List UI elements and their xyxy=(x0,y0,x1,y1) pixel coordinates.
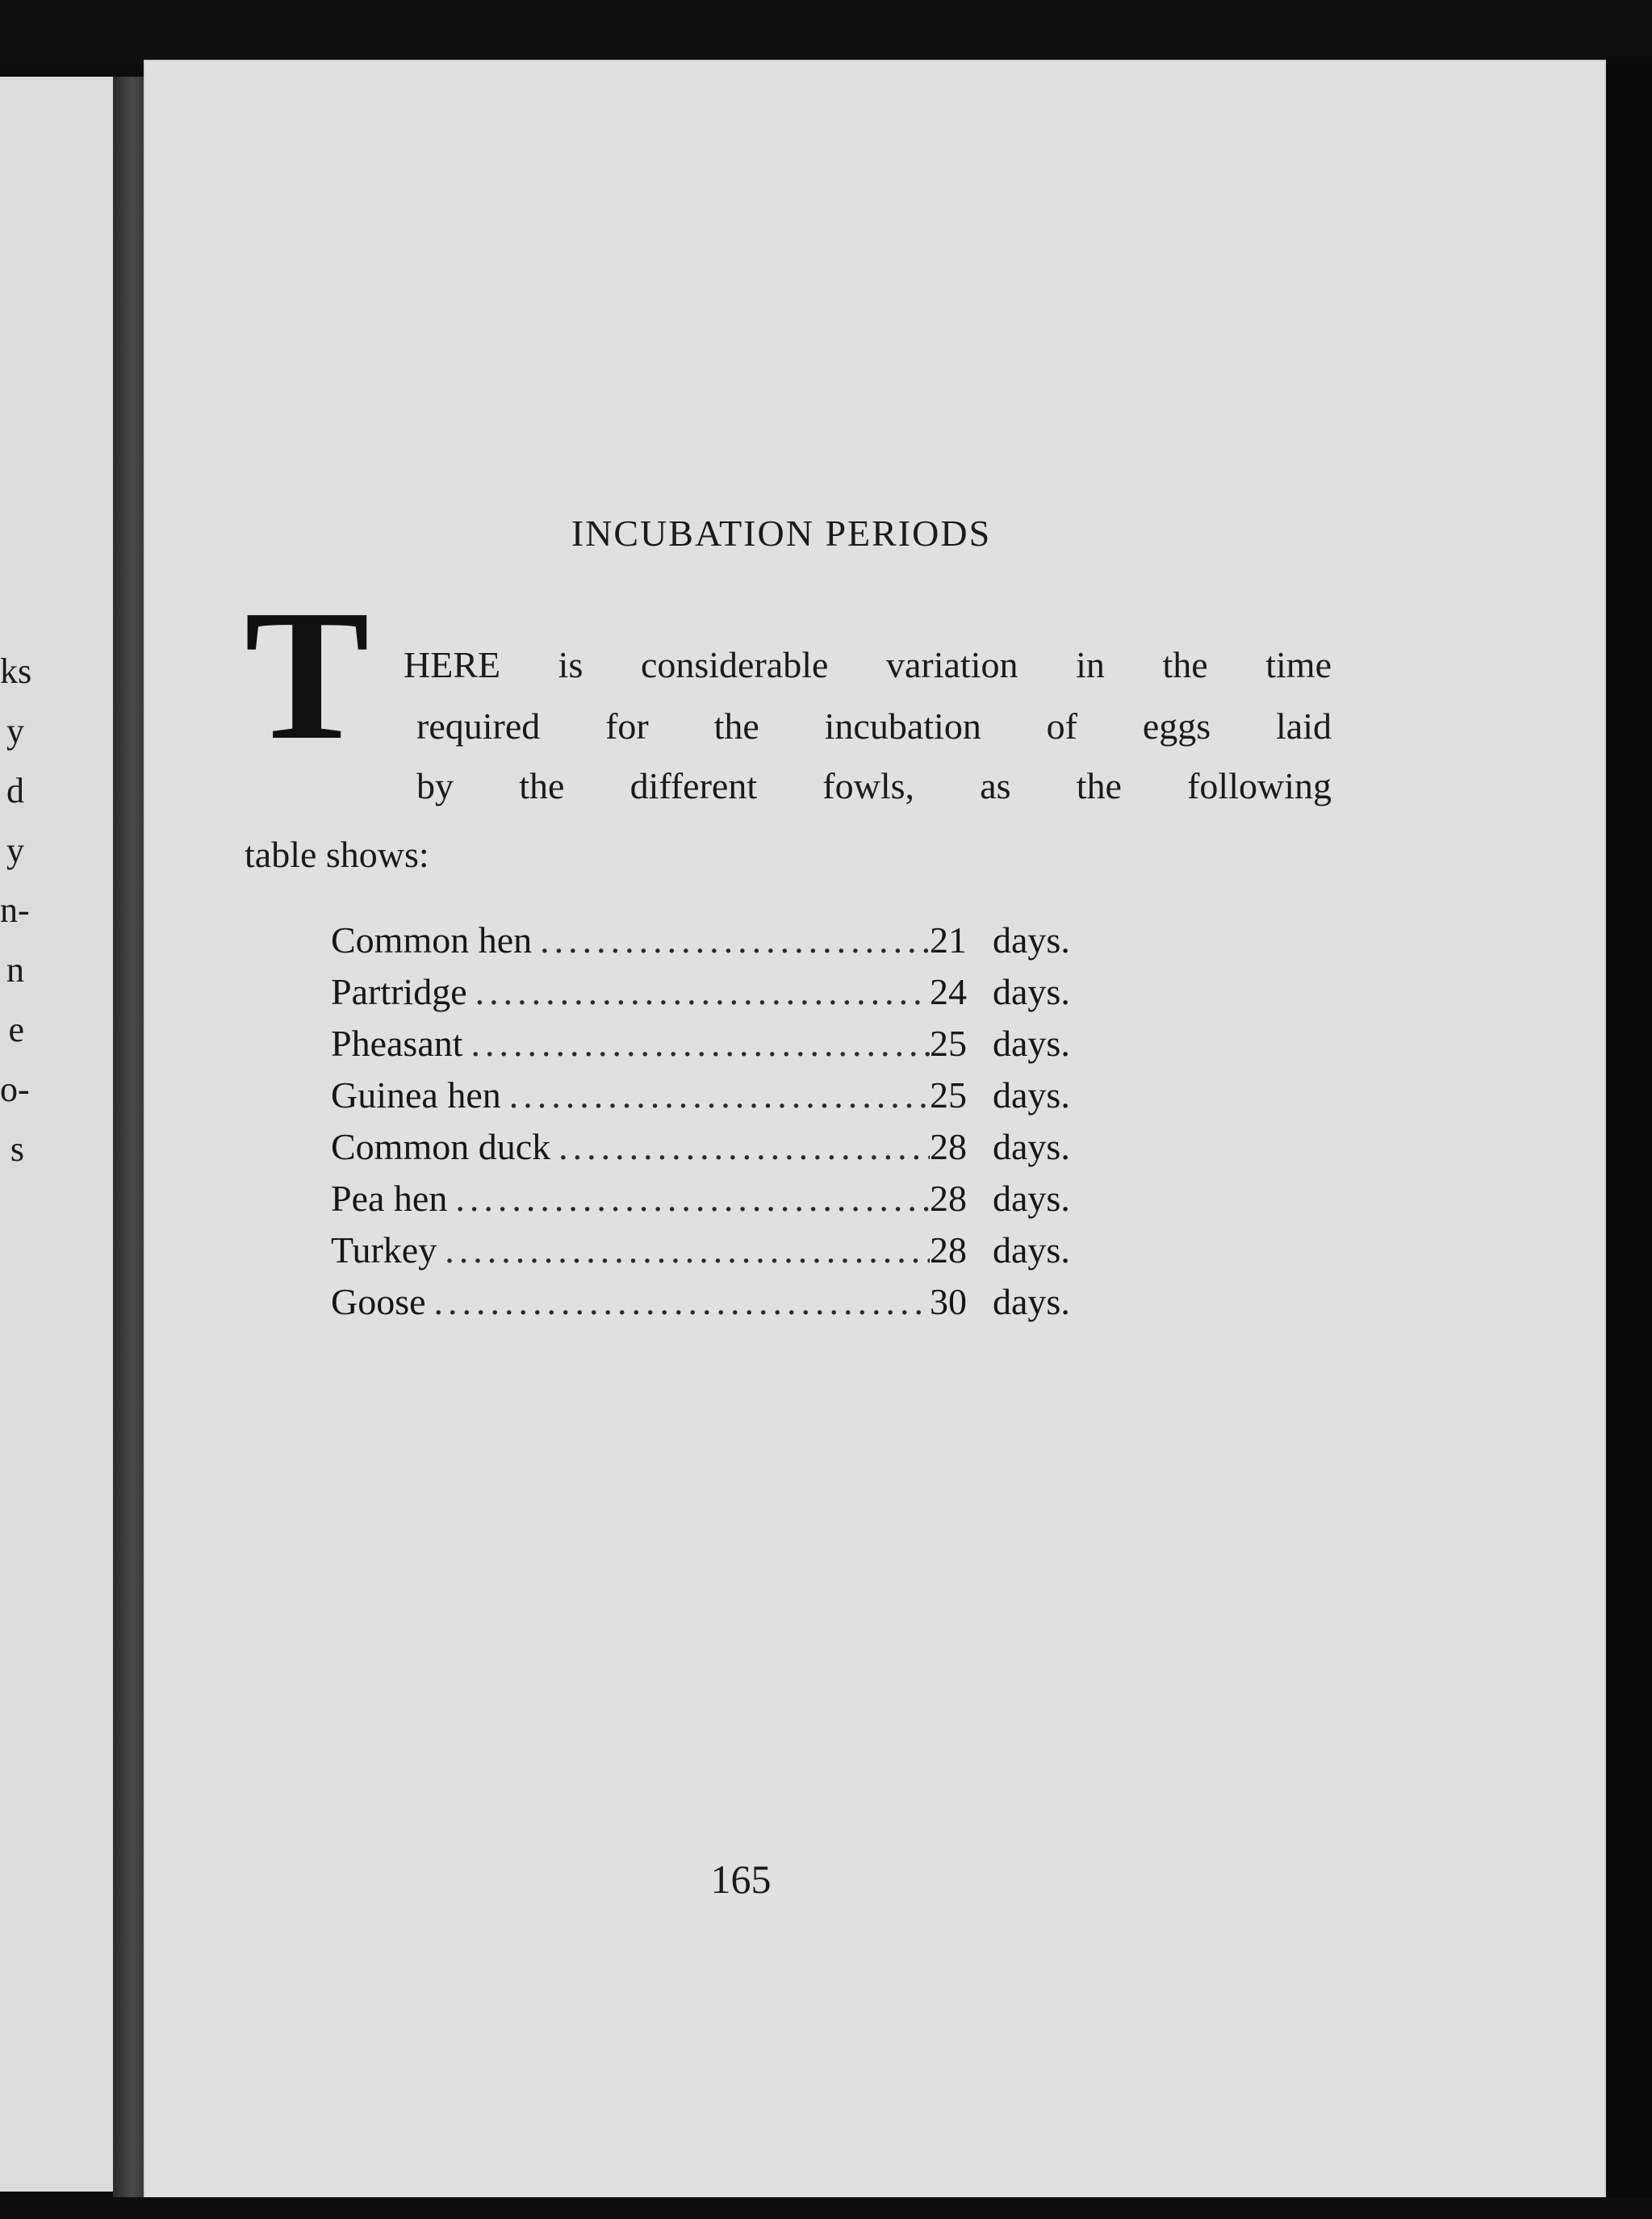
table-row xyxy=(331,1125,1106,1177)
fragment: ks xyxy=(0,651,32,691)
incubation-days: 21 xyxy=(930,919,967,961)
fragment: y xyxy=(6,711,24,751)
fowl-name: Common duck xyxy=(331,1126,551,1167)
table-row xyxy=(331,1177,1106,1229)
paragraph-line: by the different fowls, as the following xyxy=(416,765,1332,806)
leader-dots xyxy=(455,1177,930,1220)
unit-label: days. xyxy=(993,1281,1070,1322)
unit-label: days. xyxy=(993,1126,1070,1167)
unit-label: days. xyxy=(993,1229,1070,1271)
page-title: INCUBATION PERIODS xyxy=(571,513,992,554)
leader-dots xyxy=(434,1280,930,1323)
unit-label: days. xyxy=(993,1178,1070,1219)
incubation-days: 24 xyxy=(930,971,967,1012)
fragment: y xyxy=(6,831,24,870)
fragment: d xyxy=(6,771,24,810)
paragraph-line: table shows: xyxy=(245,834,429,875)
fowl-name: Guinea hen xyxy=(331,1074,501,1116)
incubation-days: 25 xyxy=(930,1023,967,1064)
fowl-name: Pea hen xyxy=(331,1178,448,1219)
paragraph-line: HERE is considerable variation in the time xyxy=(404,644,1332,685)
table-row xyxy=(331,970,1106,1022)
incubation-table xyxy=(331,919,1106,1332)
table-row xyxy=(331,1074,1106,1125)
leader-dots xyxy=(540,919,930,961)
incubation-days: 25 xyxy=(930,1074,967,1116)
fowl-name: Partridge xyxy=(331,971,467,1012)
incubation-days: 28 xyxy=(930,1178,967,1219)
leader-dots xyxy=(471,1022,930,1065)
scan-bottom-border xyxy=(0,2197,1652,2219)
table-row xyxy=(331,1022,1106,1074)
fowl-name: Pheasant xyxy=(331,1023,463,1064)
leader-dots xyxy=(475,970,930,1013)
unit-label: days. xyxy=(993,919,1070,961)
leader-dots xyxy=(558,1125,930,1168)
fowl-name: Common hen xyxy=(331,919,533,961)
paragraph-line: required for the incubation of eggs laid xyxy=(416,705,1332,747)
unit-label: days. xyxy=(993,1074,1070,1116)
drop-cap: T xyxy=(245,571,370,779)
fowl-name: Goose xyxy=(331,1281,426,1322)
fragment: o- xyxy=(0,1070,30,1109)
incubation-days: 30 xyxy=(930,1281,967,1322)
unit-label: days. xyxy=(993,971,1070,1012)
fragment: e xyxy=(8,1010,24,1049)
fragment: n xyxy=(6,950,24,990)
book-page xyxy=(144,60,1606,2199)
scan-right-border xyxy=(1606,57,1652,2219)
fragment: s xyxy=(10,1129,24,1169)
incubation-days: 28 xyxy=(930,1126,967,1167)
facing-page-text-fragments xyxy=(0,642,32,1179)
table-row xyxy=(331,919,1106,970)
incubation-days: 28 xyxy=(930,1229,967,1271)
facing-page xyxy=(0,77,119,2192)
table-row xyxy=(331,1280,1106,1332)
unit-label: days. xyxy=(993,1023,1070,1064)
fowl-name: Turkey xyxy=(331,1229,437,1271)
table-row xyxy=(331,1229,1106,1280)
leader-dots xyxy=(509,1074,930,1116)
fragment: n- xyxy=(0,890,30,930)
page-number: 165 xyxy=(710,1857,772,1902)
leader-dots xyxy=(445,1229,930,1271)
scan-top-border xyxy=(0,0,1652,65)
